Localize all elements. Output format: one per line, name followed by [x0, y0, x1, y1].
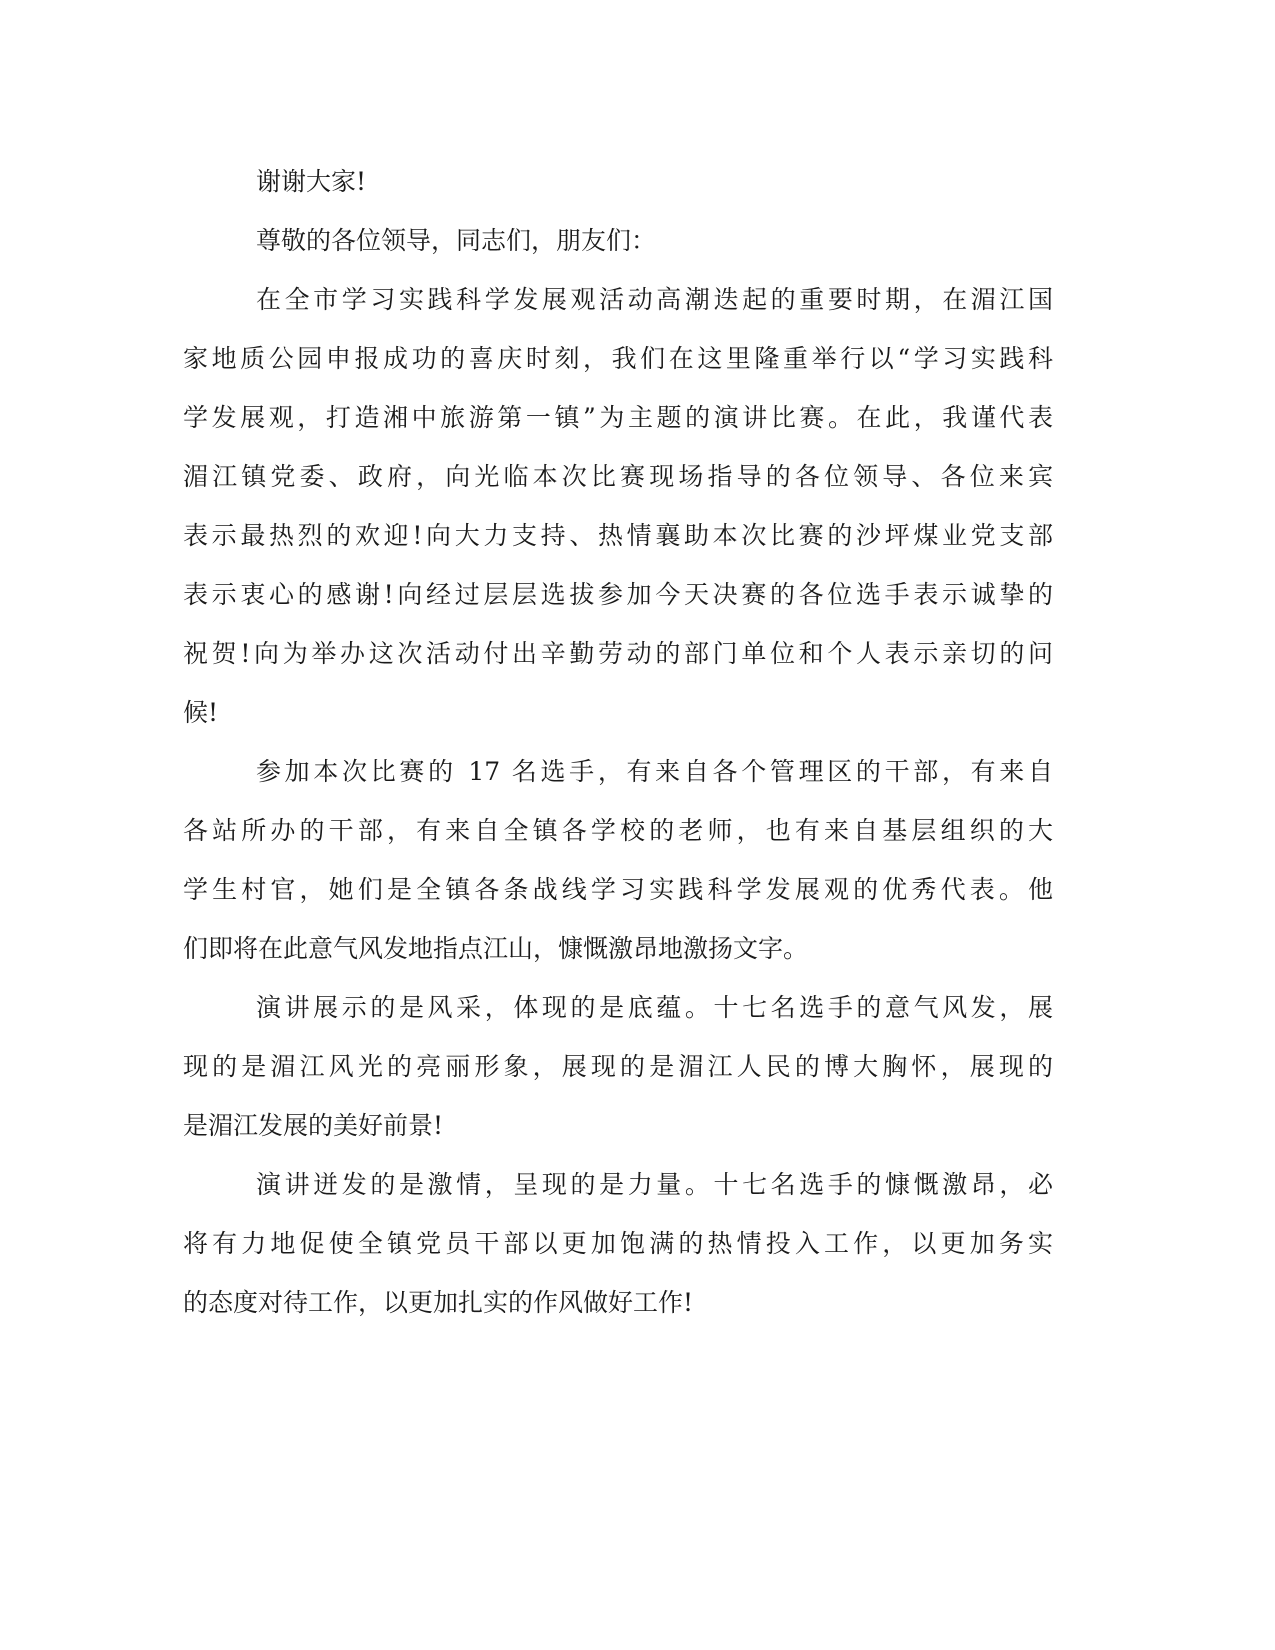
paragraph-line: 演讲迸发的是激情，呈现的是力量。十七名选手的慷慨激昂，必	[256, 1170, 1053, 1199]
paragraph-line: 家地质公园申报成功的喜庆时刻，我们在这里隆重举行以“学习实践科	[183, 344, 1053, 373]
paragraph-line: 表示最热烈的欢迎!向大力支持、热情襄助本次比赛的沙坪煤业党支部	[183, 521, 1053, 550]
paragraph-line: 各站所办的干部，有来自全镇各学校的老师，也有来自基层组织的大	[183, 816, 1053, 845]
closing-thanks-line: 谢谢大家!	[256, 167, 367, 196]
paragraph-line: 演讲展示的是风采，体现的是底蕴。十七名选手的意气风发，展	[256, 993, 1053, 1022]
paragraph-line: 是湄江发展的美好前景!	[183, 1111, 444, 1140]
paragraph-line: 将有力地促使全镇党员干部以更加饱满的热情投入工作，以更加务实	[183, 1229, 1053, 1258]
paragraph-line: 湄江镇党委、政府，向光临本次比赛现场指导的各位领导、各位来宾	[183, 462, 1053, 491]
paragraph-line: 参加本次比赛的 17 名选手，有来自各个管理区的干部，有来自	[256, 757, 1053, 786]
paragraph-line: 表示衷心的感谢!向经过层层选拔参加今天决赛的各位选手表示诚挚的	[183, 580, 1053, 609]
paragraph-line: 学发展观，打造湘中旅游第一镇”为主题的演讲比赛。在此，我谨代表	[183, 403, 1053, 432]
paragraph-line: 在全市学习实践科学发展观活动高潮迭起的重要时期，在湄江国	[256, 285, 1053, 314]
paragraph-line: 现的是湄江风光的亮丽形象，展现的是湄江人民的博大胸怀，展现的	[183, 1052, 1053, 1081]
paragraph-line: 候!	[183, 698, 219, 727]
paragraph-line: 的态度对待工作，以更加扎实的作风做好工作!	[183, 1288, 694, 1317]
salutation-line: 尊敬的各位领导，同志们，朋友们：	[256, 226, 657, 255]
paragraph-line: 祝贺!向为举办这次活动付出辛勤劳动的部门单位和个人表示亲切的问	[183, 639, 1053, 668]
paragraph-line: 学生村官，她们是全镇各条战线学习实践科学发展观的优秀代表。他	[183, 875, 1053, 904]
paragraph-line: 们即将在此意气风发地指点江山，慷慨激昂地激扬文字。	[183, 934, 809, 963]
